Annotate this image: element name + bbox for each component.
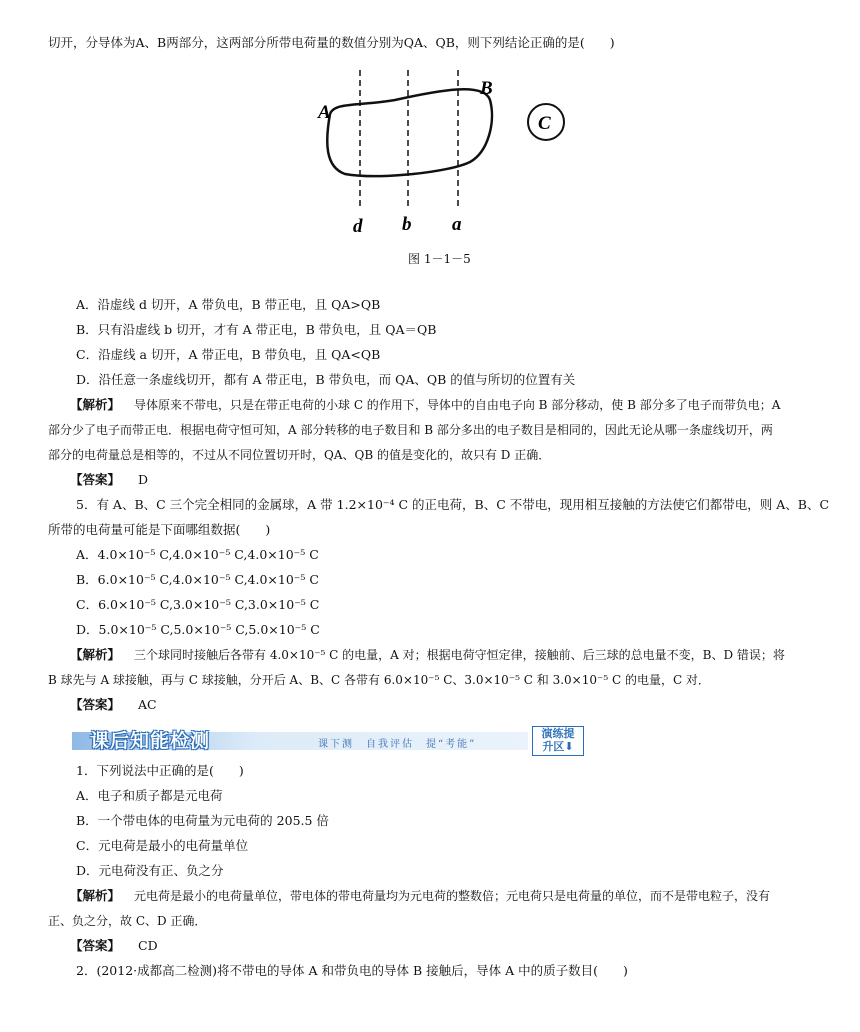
banner-badge-line-1: 演练提: [541, 727, 575, 740]
q4-analysis-line-2: 部分少了电子而带正电．根据电荷守恒可知，A 部分转移的电子数目和 B 部分多出的电子数目是相同的，因此无论从哪一条虚线切开，两: [48, 423, 773, 437]
q4-answer-line: [70, 471, 148, 489]
label-b-lower: b: [402, 214, 412, 235]
h1-option-d: D．元电荷没有正、负之分: [76, 863, 224, 878]
h1-analysis-line-1: [70, 887, 770, 905]
q4-analysis-line-1: [70, 396, 780, 414]
conductor-outline: [327, 89, 492, 176]
h2-stem: 2．(2012·成都高二检测)将不带电的导体 A 和带负电的导体 B 接触后，导体 A 中的质子数目( ): [76, 963, 628, 978]
q5-option-a: A．4.0×10⁻⁵ C,4.0×10⁻⁵ C,4.0×10⁻⁵ C: [76, 547, 319, 562]
h1-option-b: B．一个带电体的电荷量为元电荷的 205.5 倍: [76, 813, 329, 828]
h1-answer-tag: 【答案】: [70, 938, 121, 953]
q5-answer-tag: 【答案】: [70, 697, 121, 712]
q5-option-b: B．6.0×10⁻⁵ C,4.0×10⁻⁵ C,4.0×10⁻⁵ C: [76, 572, 319, 587]
label-c-upper: C: [538, 113, 551, 134]
q5-analysis-line-2: B 球先与 A 球接触，再与 C 球接触，分开后 A、B、C 各带有 6.0×10⁻⁵ C、3.0×10⁻⁵ C 和 3.0×10⁻⁵ C 的电量，C 对．: [48, 673, 710, 687]
h1-analysis-tag: 【解析】: [70, 888, 121, 903]
figure-caption: 图 1－1－5: [408, 252, 471, 266]
intro-line: 切开，分导体为A、B两部分，这两部分所带电荷量的数值分别为QA、QB，则下列结论正确的是( ): [48, 35, 615, 50]
q4-option-a: A．沿虚线 d 切开，A 带负电，B 带正电，且 QA>QB: [76, 297, 381, 312]
q5-option-c: C．6.0×10⁻⁵ C,3.0×10⁻⁵ C,3.0×10⁻⁵ C: [76, 597, 320, 612]
q5-answer: AC: [138, 697, 157, 712]
q4-option-d: D．沿任意一条虚线切开，都有 A 带正电，B 带负电，而 QA、QB 的值与所切的位置有关: [76, 372, 576, 387]
q5-analysis-text-1: 三个球同时接触后各带有 4.0×10⁻⁵ C 的电量，A 对；根据电荷守恒定律，接触前、后三球的总电量不变，B、D 错误；将: [134, 648, 785, 662]
h1-option-a: A．电子和质子都是元电荷: [76, 788, 223, 803]
q4-option-c: C．沿虚线 a 切开，A 带正电，B 带负电，且 QA<QB: [76, 347, 381, 362]
q5-option-d: D．5.0×10⁻⁵ C,5.0×10⁻⁵ C,5.0×10⁻⁵ C: [76, 622, 320, 637]
q5-analysis-tag: 【解析】: [70, 647, 121, 662]
q5-analysis-line-1: [70, 646, 785, 664]
q5-stem-line-2: 所带的电荷量可能是下面哪组数据( ): [48, 522, 271, 537]
banner-badge-line-2: 升区⬇: [542, 740, 574, 753]
label-a-lower: a: [452, 214, 462, 235]
h1-analysis-text-1: 元电荷是最小的电荷量单位，带电体的带电荷量均为元电荷的整数倍；元电荷只是电荷量的单位，而不是带电粒子，没有: [134, 889, 771, 903]
label-b-upper: B: [480, 78, 493, 99]
q4-analysis-text-1: 导体原来不带电，只是在带正电荷的小球 C 的作用下，导体中的自由电子向 B 部分移动，使 B 部分多了电子而带负电；A: [134, 398, 781, 412]
banner-subtitle: 课下测 自我评估 提“考能”: [318, 739, 477, 750]
q5-answer-line: [70, 696, 157, 714]
q4-answer-tag: 【答案】: [70, 472, 121, 487]
conductor-figure: [300, 62, 590, 242]
banner-badge: [532, 726, 584, 756]
label-d-lower: d: [353, 216, 363, 237]
q4-analysis-tag: 【解析】: [70, 397, 121, 412]
h1-answer: CD: [138, 938, 158, 953]
label-a-upper: A: [318, 102, 331, 123]
section-banner: [72, 726, 584, 754]
q4-option-b: B．只有沿虚线 b 切开，才有 A 带正电，B 带负电，且 QA＝QB: [76, 322, 437, 337]
q4-analysis-line-3: 部分的电荷量总是相等的，不过从不同位置切开时，QA、QB 的值是变化的，故只有 D 正确．: [48, 448, 551, 462]
h1-option-c: C．元电荷是最小的电荷量单位: [76, 838, 249, 853]
h1-analysis-line-2: 正、负之分，故 C、D 正确．: [48, 914, 207, 928]
q5-stem-line-1: 5．有 A、B、C 三个完全相同的金属球，A 带 1.2×10⁻⁴ C 的正电荷，B、C 不带电，现用相互接触的方法使它们都带电，则 A、B、C: [76, 497, 830, 512]
h1-stem: 1．下列说法中正确的是( ): [76, 763, 244, 778]
banner-title: 课后知能检测: [90, 730, 211, 752]
h1-answer-line: [70, 937, 158, 955]
q4-answer: D: [138, 472, 149, 487]
